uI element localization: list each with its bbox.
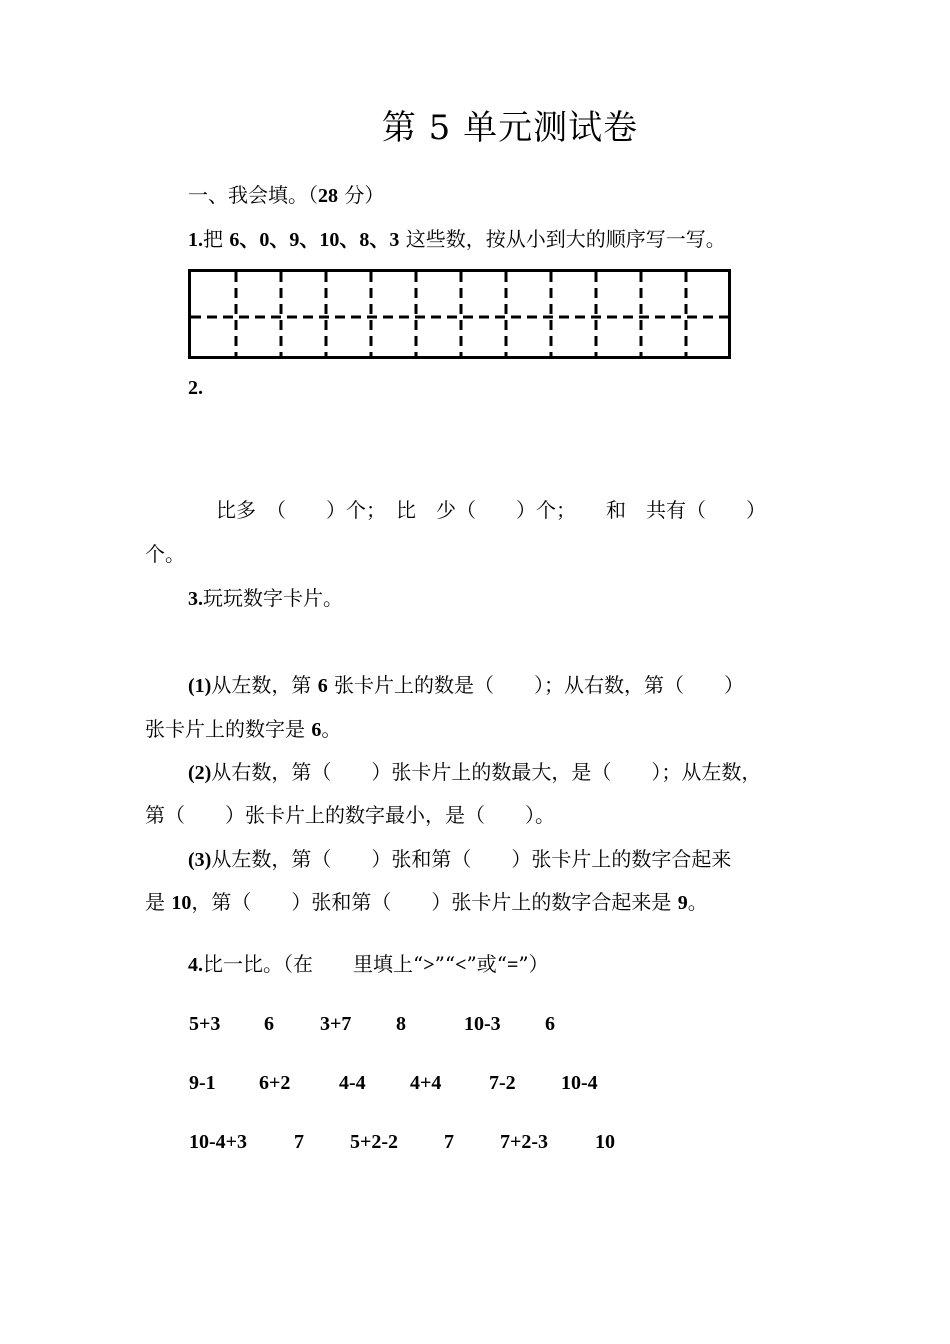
part-2-text: 从右数，第（ ）张卡片上的数最大，是（ ）；从左数， — [211, 760, 762, 784]
question-4-mid-2: ”或“ — [466, 952, 507, 976]
part-3-number: (3) — [188, 849, 212, 871]
part-1-number: (1) — [188, 675, 212, 697]
compare-row-2-expr-2: 6+2 — [259, 1072, 291, 1094]
compare-row-1-expr-5: 10-3 — [464, 1013, 501, 1035]
compare-row-3-expr-1: 10-4+3 — [189, 1131, 248, 1153]
greater-than-sign: > — [423, 954, 435, 976]
grid-dashed-lines — [191, 272, 728, 356]
compare-row-3-expr-3: 5+2-2 — [350, 1131, 399, 1153]
compare-row-2-expr-6: 10-4 — [561, 1072, 598, 1094]
part-2-number: (2) — [188, 762, 212, 784]
compare-row-3-expr-5: 7+2-3 — [500, 1131, 549, 1153]
part-1-line-2-text-a: 张卡片上的数字是 — [145, 717, 312, 741]
question-2-line-1: 比多 （ ）个； 比 少（ ）个； 和 共有（ ） — [216, 498, 766, 522]
section-heading — [188, 183, 384, 208]
question-3-part-1-line-1 — [188, 673, 744, 698]
compare-row-2-expr-4: 4+4 — [410, 1072, 442, 1094]
compare-row-2-expr-5: 7-2 — [489, 1072, 516, 1094]
equals-sign: = — [506, 954, 519, 976]
compare-row-2-expr-1: 9-1 — [189, 1072, 216, 1094]
question-1-number: 1. — [188, 229, 203, 251]
answer-writing-grid[interactable] — [188, 269, 731, 359]
question-4-mid-1: ”“ — [434, 952, 456, 976]
compare-row-1-expr-3: 3+7 — [320, 1013, 352, 1035]
part-1-text-a: 从左数，第 — [211, 673, 318, 697]
question-2-number: 2. — [188, 377, 203, 399]
question-4 — [188, 952, 549, 977]
page-title: 第 5 单元测试卷 — [381, 108, 639, 148]
question-4-text-a: 比一比。（在 里填上“ — [203, 952, 424, 976]
question-3-part-1-line-2 — [145, 717, 341, 742]
question-3-number: 3. — [188, 588, 203, 610]
question-3-part-2-line-1 — [188, 760, 761, 785]
part-3-text: 从左数，第（ ）张和第（ ）张卡片上的数字合起来 — [211, 847, 732, 871]
question-3 — [188, 586, 343, 611]
question-3-part-3-line-1 — [188, 847, 731, 872]
question-3-part-3-line-2 — [145, 890, 708, 915]
question-3-part-2-line-2: 第（ ）张卡片上的数字最小，是（ ）。 — [145, 803, 555, 827]
question-2-line-2: 个。 — [145, 542, 185, 566]
section-heading-prefix: 一、我会填。（ — [188, 183, 318, 207]
compare-row-3-expr-6: 10 — [595, 1131, 615, 1153]
question-3-title: 玩玩数字卡片。 — [203, 586, 343, 610]
compare-row-1-expr-1: 5+3 — [189, 1013, 221, 1035]
part-1-text-c: 张卡片上的数是（ ）；从右数，第（ ） — [327, 673, 745, 697]
compare-row-3-expr-4: 7 — [444, 1131, 454, 1153]
question-1-numbers: 6、0、9、10、8、3 — [229, 229, 400, 251]
part-3-line-2-value-9: 9 — [677, 892, 688, 914]
question-1 — [188, 227, 726, 252]
question-4-number: 4. — [188, 954, 203, 976]
part-1-number-value: 6 — [317, 675, 328, 697]
part-1-line-2-text-c: 。 — [321, 717, 342, 741]
section-heading-suffix: 分） — [338, 183, 385, 207]
part-3-line-2-text-c: ，第（ ）张和第（ ）张卡片上的数字合起来是 — [191, 890, 678, 914]
section-score: 28 — [318, 185, 338, 207]
compare-row-2-expr-3: 4-4 — [339, 1072, 366, 1094]
part-3-line-2-text-a: 是 — [145, 890, 172, 914]
compare-row-1-expr-2: 6 — [264, 1013, 274, 1035]
question-1-text-b: 这些数，按从小到大的顺序写一写。 — [399, 227, 726, 251]
compare-row-3-expr-2: 7 — [294, 1131, 304, 1153]
compare-row-1-expr-6: 6 — [545, 1013, 555, 1035]
question-4-text-b: ”） — [518, 952, 549, 976]
part-1-line-2-value: 6 — [311, 719, 322, 741]
less-than-sign: < — [455, 954, 467, 976]
question-1-text-a: 把 — [203, 227, 230, 251]
part-3-line-2-text-e: 。 — [687, 890, 708, 914]
part-3-line-2-value-10: 10 — [171, 892, 192, 914]
compare-row-1-expr-4: 8 — [396, 1013, 406, 1035]
